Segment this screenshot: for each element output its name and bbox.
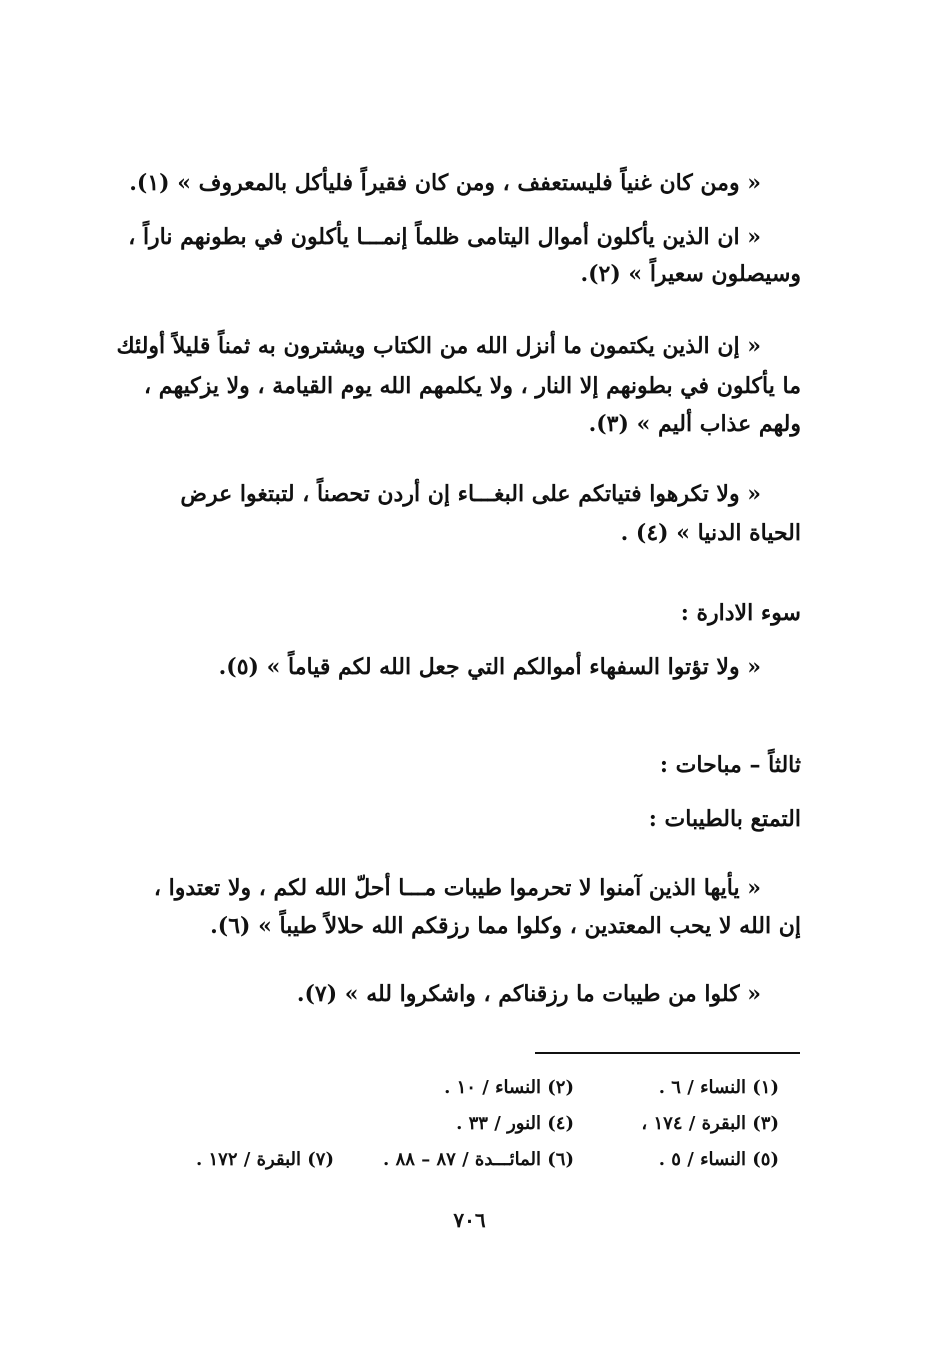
text-line-8: الحياة الدنيا » (٤) .	[620, 520, 801, 546]
text-line-5: ما يأكلون في بطونهم إلا النار ، ولا يكلمهم الله يوم القيامة ، ولا يزكيهم ،	[144, 373, 801, 399]
text-line-4: « إن الذين يكتمون ما أنزل الله من الكتاب ويشترون به ثمناً قليلاً أولئك	[116, 333, 761, 359]
text-line-10: « يأيها الذين آمنوا لا تحرموا طيبات مـــا أحلّ الله لكم ، ولا تعتدوا ،	[153, 875, 761, 901]
text-line-7: « ولا تكرهوا فتياتكم على البغـــاء إن أردن تحصناً ، لتبتغوا عرض	[180, 481, 761, 507]
footnote-7: (٧) البقرة / ١٧٢ .	[195, 1149, 334, 1170]
footnote-6: (٦) المائـــدة / ٨٧ – ٨٨ .	[383, 1149, 574, 1170]
footnote-2: (٢) النساء / ١٠ .	[444, 1077, 574, 1098]
heading-bad-management: سوء الادارة :	[680, 600, 801, 626]
text-line-6: ولهم عذاب أليم » (٣).	[588, 411, 801, 437]
heading-enjoying-good-things: التمتع بالطيبات :	[648, 806, 801, 832]
text-line-3: وسيصلون سعيراً » (٢).	[580, 261, 801, 287]
text-line-11: إن الله لا يحب المعتدين ، وكلوا مما رزقكم الله حلالاً طيباً » (٦).	[210, 913, 801, 939]
text-line-9: « ولا تؤتوا السفهاء أموالكم التي جعل الله لكم قياماً » (٥).	[218, 654, 761, 680]
footnote-4: (٤) النور / ٣٣ .	[456, 1113, 574, 1134]
heading-third-permissibles: ثالثاً – مباحات :	[659, 752, 801, 778]
footnote-separator	[535, 1052, 800, 1054]
page-number: ٧٠٦	[453, 1208, 486, 1232]
footnote-3: (٣) البقرة / ١٧٤ ،	[641, 1113, 779, 1134]
text-line-12: « كلوا من طيبات ما رزقناكم ، واشكروا لله » (٧).	[296, 981, 761, 1007]
text-line-2: « ان الذين يأكلون أموال اليتامى ظلماً إنمـــا يأكلون في بطونهم ناراً ،	[128, 224, 761, 250]
footnote-5: (٥) النساء / ٥ .	[658, 1149, 779, 1170]
text-line-1: « ومن كان غنياً فليستعفف ، ومن كان فقيراً فليأكل بالمعروف » (١).	[129, 170, 761, 196]
footnote-1: (١) النساء / ٦ .	[658, 1077, 779, 1098]
